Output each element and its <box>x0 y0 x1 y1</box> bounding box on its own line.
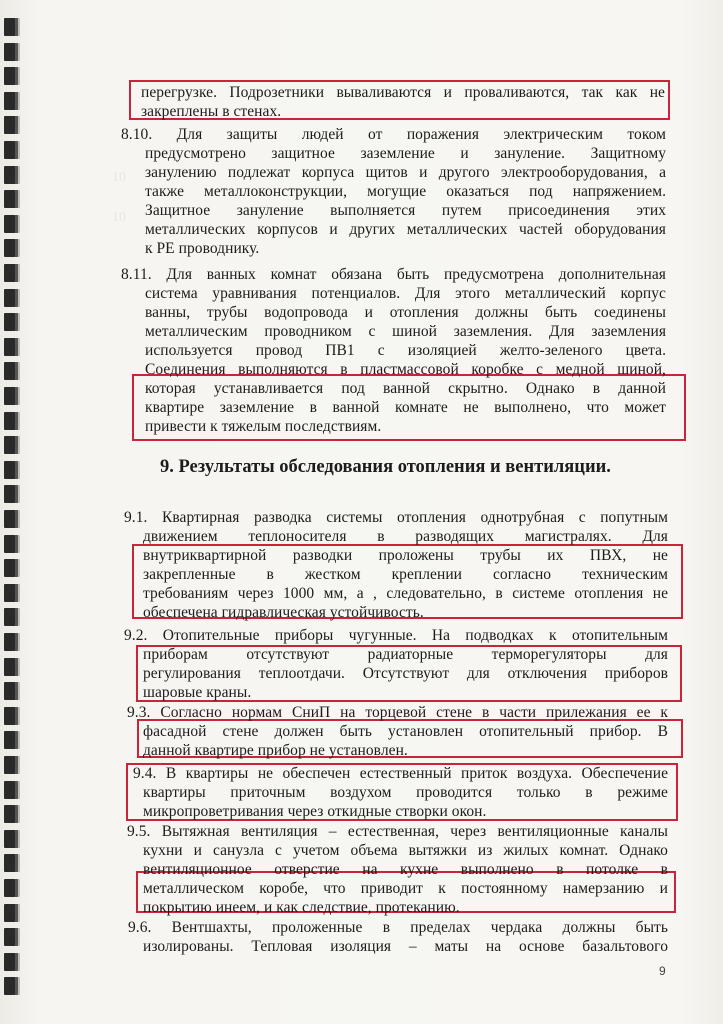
text-line: привести к тяжелым последствиям. <box>145 418 382 435</box>
binding-ring <box>4 289 18 307</box>
text-line: закрепленные в жестком креплении согласно техническим <box>143 566 668 583</box>
text-line: используется провод ПВ1 с изоляцией желто-зеленого цвета. <box>145 342 666 359</box>
text-line: обеспечена гидравлическая устойчивость. <box>143 604 424 621</box>
binding-ring <box>4 436 18 454</box>
binding-ring <box>4 485 18 503</box>
text-line: закреплены в стенах. <box>141 103 282 120</box>
binding-ring <box>4 928 18 946</box>
binding-ring <box>4 412 18 430</box>
binding-ring <box>4 18 18 36</box>
text-line: перегрузке. Подрозетники вываливаются и проваливаются, так как не <box>141 84 665 101</box>
binding-ring <box>4 190 18 208</box>
binding-ring <box>4 215 18 233</box>
binding-ring <box>4 781 18 799</box>
text-line: 9.5. Вытяжная вентиляция – естественная, через вентиляционные каналы <box>127 823 668 840</box>
text-line: изолированы. Тепловая изоляция – маты на основе базальтового <box>143 938 668 955</box>
text-line: 9.4. В квартиры не обеспечен естественный приток воздуха. Обеспечение <box>133 765 668 782</box>
text-line: 8.11. Для ванных комнат обязана быть предусмотрена дополнительная <box>121 266 666 283</box>
binding-ring <box>4 805 18 823</box>
binding-ring <box>4 92 18 110</box>
text-line: квартире заземление в ванной комнате не выполнено, что может <box>145 399 666 416</box>
binding-ring <box>4 904 18 922</box>
text-line: металлическим проводником с шиной заземления. Для заземления <box>145 323 666 340</box>
text-line: 9.6. Вентшахты, проложенные в пределах чердака должны быть <box>128 919 668 936</box>
text-line: металлическом коробе, что приводит к постоянному намерзанию и <box>143 880 668 897</box>
binding-ring <box>4 756 18 774</box>
binding-ring <box>4 559 18 577</box>
text-line: фасадной стене должен быть установлен отопительный прибор. В <box>143 723 668 740</box>
bleed-through: 10 <box>112 210 126 225</box>
binding-ring <box>4 67 18 85</box>
binding-ring <box>4 313 18 331</box>
text-line: 9.3. Согласно нормам СниП на торцевой стене в части прилежания ее к <box>127 704 668 721</box>
binding-ring <box>4 387 18 405</box>
text-line: также металлоконструкции, могущие оказаться под напряжением. <box>145 183 666 200</box>
binding-ring <box>4 854 18 872</box>
binding-ring <box>4 461 18 479</box>
text-line: приборам отсутствуют радиаторные терморегуляторы для <box>143 646 668 663</box>
text-line: шаровые краны. <box>143 684 252 701</box>
binding-ring <box>4 608 18 626</box>
binding-ring <box>4 633 18 651</box>
binding-ring <box>4 953 18 971</box>
text-line: данной квартире прибор не установлен. <box>143 742 408 759</box>
text-line: квартиры приточным воздухом проводится только в режиме <box>143 784 668 801</box>
binding-ring <box>4 362 18 380</box>
binding-ring <box>4 584 18 602</box>
binding-ring <box>4 830 18 848</box>
binding-ring <box>4 338 18 356</box>
text-line: система уравнивания потенциалов. Для этого металлический корпус <box>145 285 666 302</box>
binding-ring <box>4 731 18 749</box>
binding-ring <box>4 43 18 61</box>
text-line: Защитное зануление выполняется путем присоединения этих <box>145 202 666 219</box>
text-line: покрытию инеем, и как следствие, протеканию. <box>143 899 460 916</box>
binding-ring <box>4 510 18 528</box>
binding-ring <box>4 264 18 282</box>
binding-ring <box>4 879 18 897</box>
binding-ring <box>4 141 18 159</box>
text-line: Соединения выполняются в пластмассовой коробке с медной шиной, <box>145 361 666 378</box>
page-number: 9 <box>659 964 666 978</box>
binding-ring <box>4 658 18 676</box>
binding-ring <box>4 166 18 184</box>
text-line: кухни и санузла с учетом объема вытяжки из жилых комнат. Однако <box>143 842 668 859</box>
text-line: 9.1. Квартирная разводка системы отопления однотрубная с попутным <box>124 509 668 526</box>
text-line: металлических корпусов и других металлических частей оборудования <box>145 221 666 238</box>
text-line: занулению подлежат корпуса щитов и другого электрооборудования, а <box>145 164 666 181</box>
text-line: движением теплоносителя в разводящих магистралях. Для <box>143 528 668 545</box>
binding-ring <box>4 116 18 134</box>
text-line: 8.10. Для защиты людей от поражения электрическим током <box>121 126 666 143</box>
text-line: требованиям через 1000 мм, а , следовательно, в системе отопления не <box>143 585 668 602</box>
binding-ring <box>4 682 18 700</box>
binding-ring <box>4 977 18 995</box>
bleed-through: 10 <box>112 170 126 185</box>
text-line: предусмотрено защитное заземление и зануление. Защитному <box>145 145 666 162</box>
text-line: 9.2. Отопительные приборы чугунные. На подводках к отопительным <box>124 627 668 644</box>
text-line: микропроветривания через откидные створки окон. <box>143 803 487 820</box>
text-line: внутриквартирной разводки проложены трубы их ПВХ, не <box>143 547 668 564</box>
binding-ring <box>4 535 18 553</box>
text-line: вентиляционное отверстие на кухне выполнено в потолке в <box>143 861 668 878</box>
text-line: которая устанавливается под ванной скрытно. Однако в данной <box>145 380 666 397</box>
section-heading: 9. Результаты обследования отопления и вентиляции. <box>160 457 611 477</box>
binding-ring <box>4 239 18 257</box>
text-line: к PE проводнику. <box>145 240 260 257</box>
text-line: регулирования теплоотдачи. Отсутствуют для отключения приборов <box>143 665 668 682</box>
binding-ring <box>4 707 18 725</box>
text-line: ванны, трубы водопровода и отопления должны быть соединены <box>145 304 666 321</box>
spiral-binding <box>0 18 22 1018</box>
